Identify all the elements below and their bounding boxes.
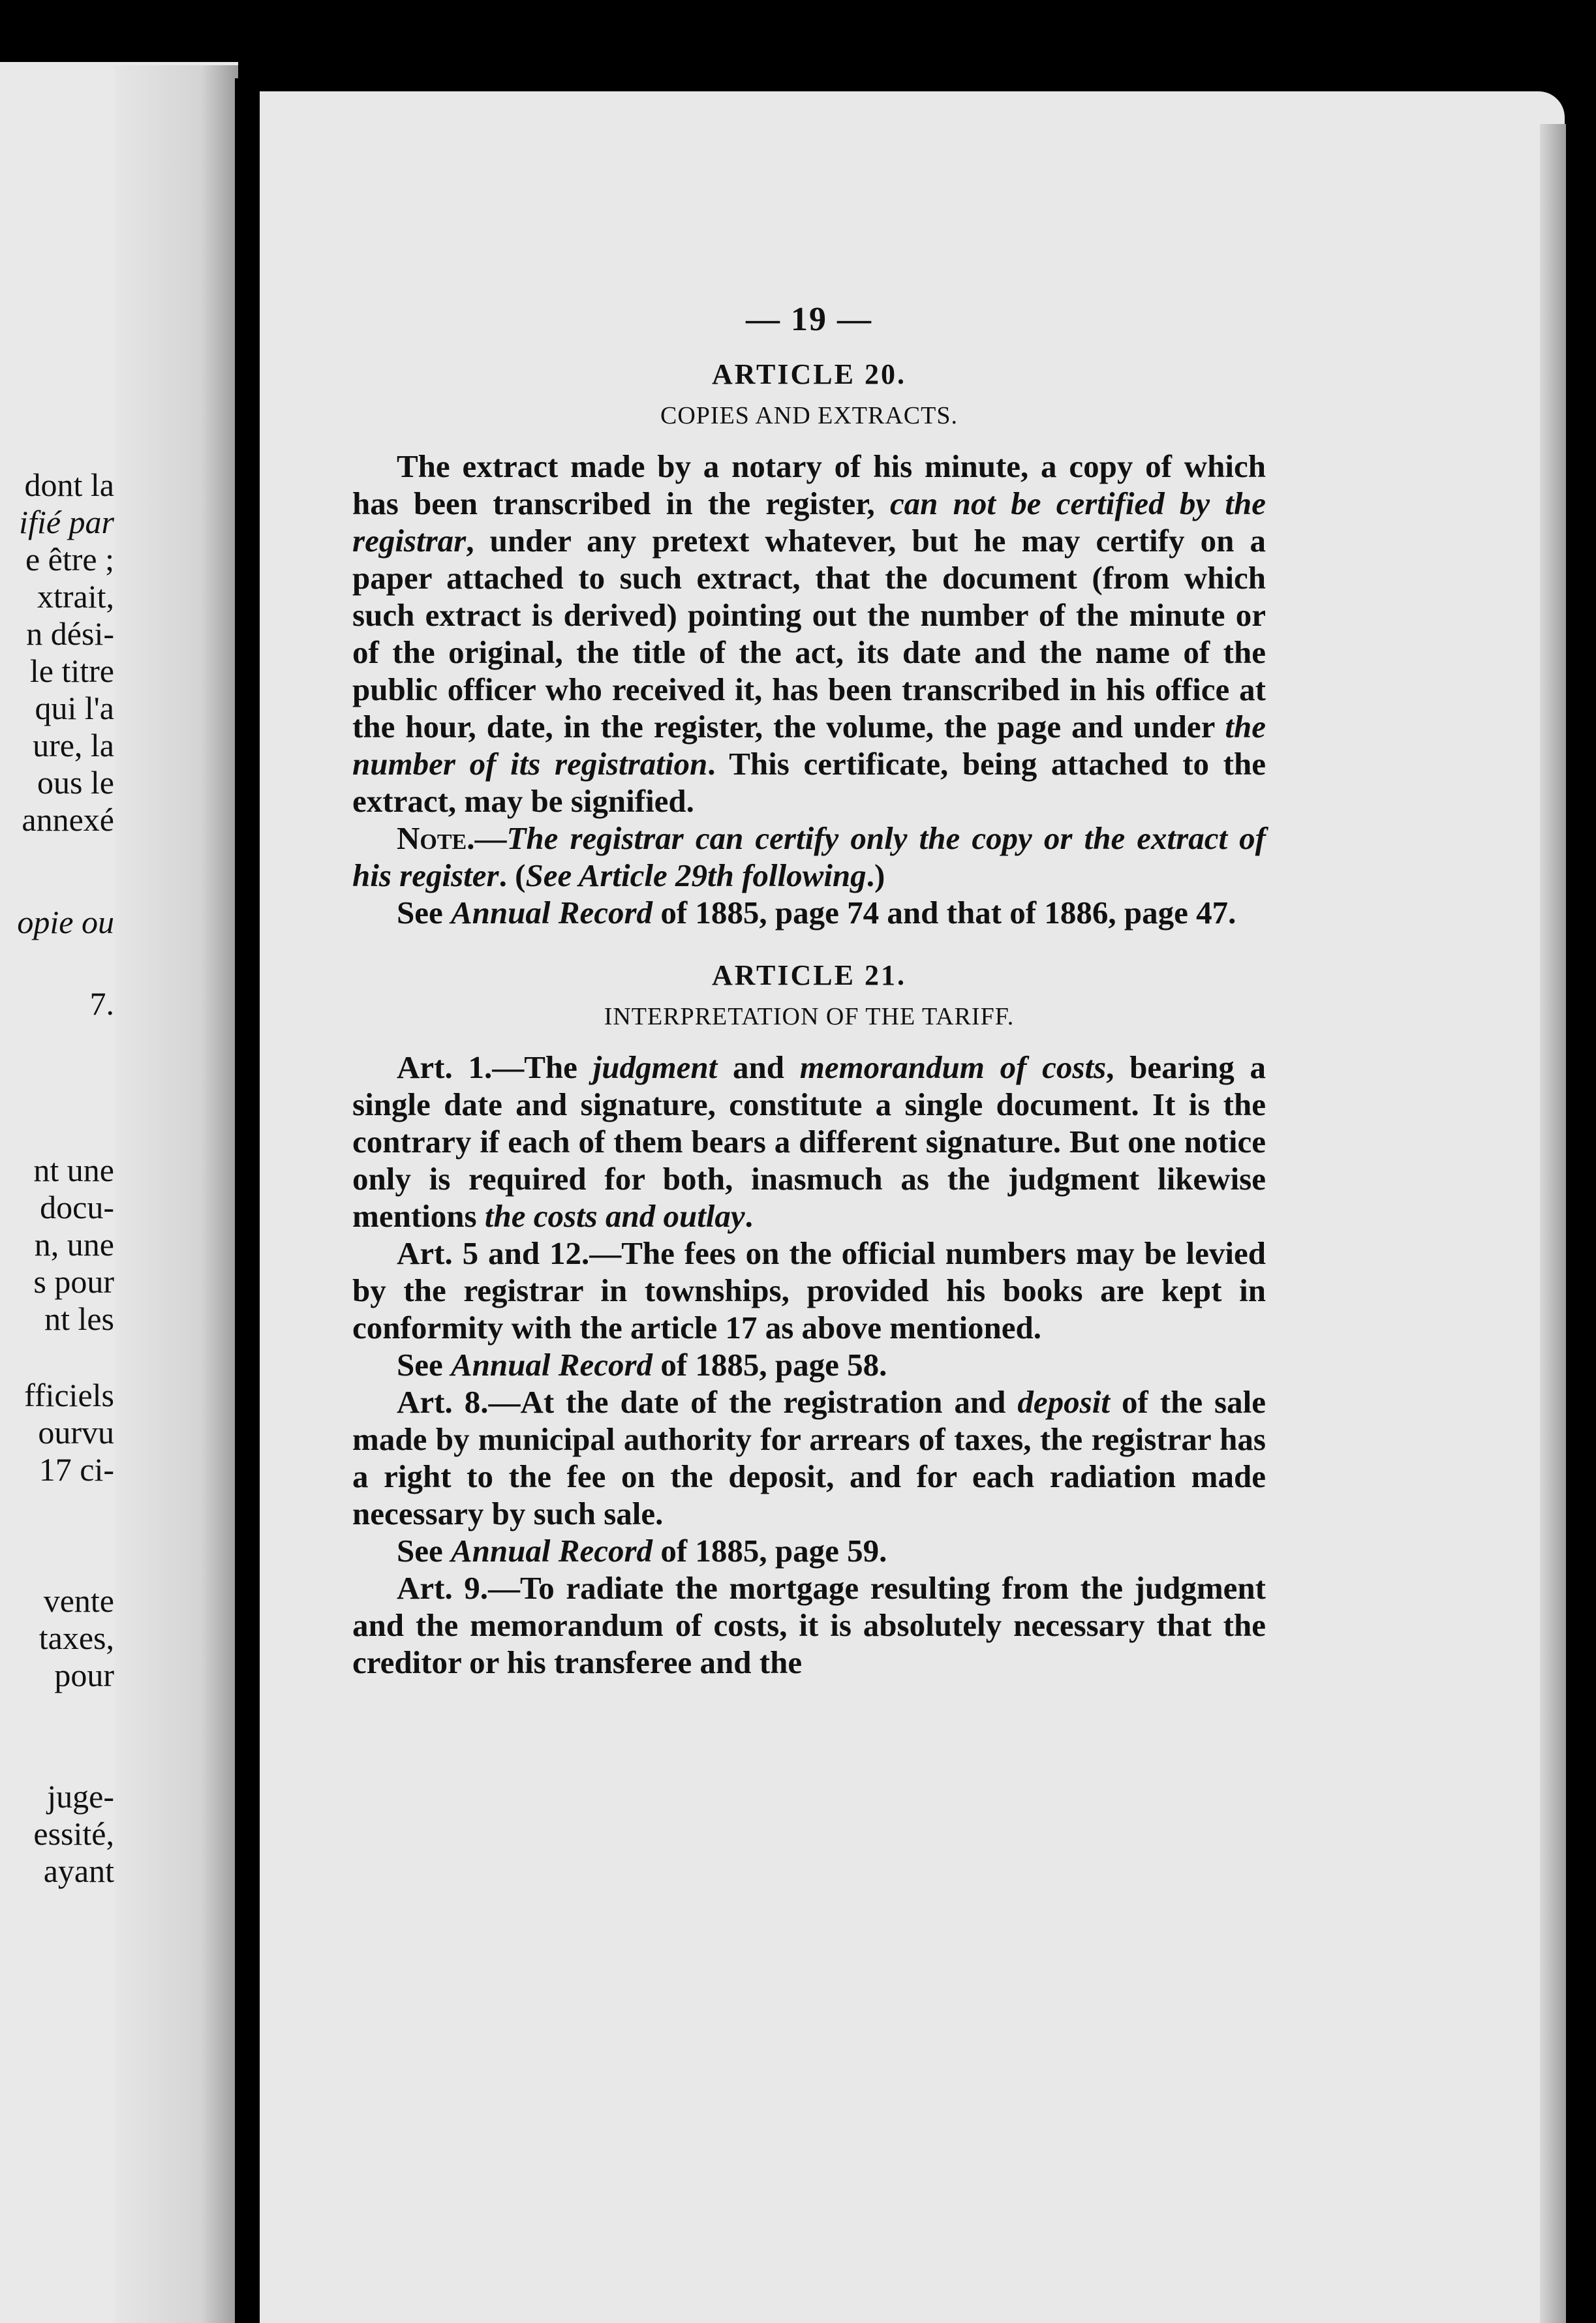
article-20-paragraph — [352, 448, 1266, 820]
italic-text-run: The registrar can certify only the copy or the extract of his register — [352, 820, 1266, 893]
left-fragment-line: juge- — [47, 1778, 114, 1815]
left-fragment-line: ifié par — [19, 504, 114, 540]
italic-text-run: Annual Record — [451, 1347, 653, 1383]
left-fragment-group-1 — [0, 467, 114, 838]
left-fragment-line: n, une — [34, 1226, 114, 1263]
left-fragment-group-5 — [0, 1377, 114, 1488]
italic-text-run: judgment — [592, 1049, 718, 1085]
text-run: and — [717, 1049, 800, 1085]
left-fragment-line: le titre — [29, 653, 114, 689]
article-20-note — [352, 820, 1266, 894]
left-fragment-line: ayant — [43, 1853, 114, 1889]
article-21-art-5-and-12: Art. 5 and 12.—The fees on the official numbers may be levied by the registrar in townships, provided his books are kept in conformity with the article 17 as above mentioned. — [352, 1235, 1266, 1346]
text-run: , bearing a single date and signature, constitute a single document. It is the contrary if each of them bears a different signature. But one notice only is required for both, inasmuch as the judgment likewise mentions — [352, 1049, 1266, 1234]
text-run: See — [397, 895, 451, 931]
left-fragment-line: ourvu — [38, 1414, 114, 1451]
left-fragment-line: pour — [54, 1657, 114, 1693]
italic-text-run: the costs and outlay — [484, 1198, 745, 1234]
article-20-subheading: COPIES AND EXTRACTS. — [660, 402, 958, 429]
italic-text-run: memorandum of costs — [799, 1049, 1107, 1085]
page-content — [352, 300, 1266, 1681]
left-fragment-line: fficiels — [24, 1377, 114, 1413]
page-edge-shadow — [1540, 124, 1566, 2323]
text-run: See — [397, 1533, 451, 1569]
left-fragment-line: nt les — [44, 1300, 114, 1337]
left-fragment-line: ous le — [37, 764, 114, 801]
italic-text-run: Annual Record — [451, 895, 653, 931]
article-20-see-reference — [352, 894, 1266, 931]
left-fragment-group-7 — [0, 1778, 114, 1890]
book-gutter — [235, 78, 260, 2323]
left-fragment-line: docu- — [40, 1189, 114, 1225]
article-21-art-8 — [352, 1383, 1266, 1532]
left-fragment-line: n dési- — [26, 615, 114, 652]
text-run: . — [744, 1198, 753, 1234]
left-fragment-line: annexé — [22, 801, 114, 838]
text-run: Art. 8.—At the date of the registration and — [397, 1384, 1018, 1420]
text-run: , under any pretext whatever, but he may certify on a paper attached to such extract, that the document (from which such extract is derived) pointing out the number of the minute or of the original, the title of the act, its date and the name of the public officer who received it, has been transcribed in his office at the hour, date, in the register, the volume, the page and under — [352, 523, 1266, 745]
left-fragment-line: vente — [43, 1582, 114, 1619]
text-run: . This certificate, being attached to the extract, may be signified. — [352, 746, 1266, 819]
text-run: — — [474, 820, 507, 856]
italic-text-run: See Article 29th following — [525, 857, 867, 893]
left-fragment-group-3 — [0, 985, 114, 1023]
text-run: See — [397, 1347, 451, 1383]
text-run: of 1885, page 74 and that of 1886, page 47. — [652, 895, 1236, 931]
text-run: of 1885, page 59. — [652, 1533, 887, 1569]
left-fragment-line: s pour — [33, 1263, 114, 1300]
left-fragment-group-4 — [0, 1152, 114, 1338]
left-fragment-line: ure, la — [33, 727, 114, 763]
italic-text-run: deposit — [1017, 1384, 1110, 1420]
left-fragment-line: dont la — [24, 467, 114, 503]
article-21-see-reference-1 — [352, 1346, 1266, 1383]
left-fragment-line: xtrait, — [37, 578, 114, 615]
italic-text-run: Annual Record — [451, 1533, 653, 1569]
left-fragment-line: taxes, — [38, 1620, 114, 1656]
left-fragment-line: e être ; — [25, 541, 114, 577]
note-label: Note. — [397, 820, 475, 856]
page-number: — 19 — — [746, 301, 872, 338]
gutter-shadow — [114, 65, 238, 2323]
text-run: . ( — [499, 857, 526, 893]
text-run: The extract made by a notary of his minute, a copy of which has been transcribed in the register, — [352, 448, 1266, 521]
left-fragment-line: 7. — [89, 985, 114, 1022]
article-21-subheading: INTERPRETATION OF THE TARIFF. — [604, 1003, 1015, 1030]
italic-text-run: the number of its registration — [352, 709, 1266, 782]
text-run: of the sale made by municipal authority for arrears of taxes, the registrar has a right to the fee on the deposit, and for each radiation made necessary by such sale. — [352, 1384, 1266, 1531]
article-21-art-1 — [352, 1049, 1266, 1235]
left-fragment-line: 17 ci- — [38, 1451, 114, 1488]
text-run: .) — [866, 857, 885, 893]
article-21-heading: ARTICLE 21. — [712, 959, 906, 991]
left-fragment-group-2 — [0, 904, 114, 941]
text-run: of 1885, page 58. — [652, 1347, 887, 1383]
italic-text-run: can not be certified by the registrar — [352, 485, 1266, 559]
left-fragment-line: essité, — [33, 1815, 114, 1852]
left-fragment-line: nt une — [33, 1152, 114, 1188]
left-fragment-line: opie ou — [17, 904, 114, 940]
article-21-see-reference-2 — [352, 1532, 1266, 1569]
left-fragment-line: qui l'a — [35, 690, 114, 726]
article-20-heading: ARTICLE 20. — [712, 358, 906, 390]
text-run: Art. 1.—The — [397, 1049, 593, 1085]
section-spacer — [352, 931, 1266, 956]
left-fragment-group-6 — [0, 1582, 114, 1694]
article-21-art-9: Art. 9.—To radiate the mortgage resulting from the judgment and the memorandum of costs, it is absolutely necessary that the creditor or his transferee and the — [352, 1570, 1266, 1680]
